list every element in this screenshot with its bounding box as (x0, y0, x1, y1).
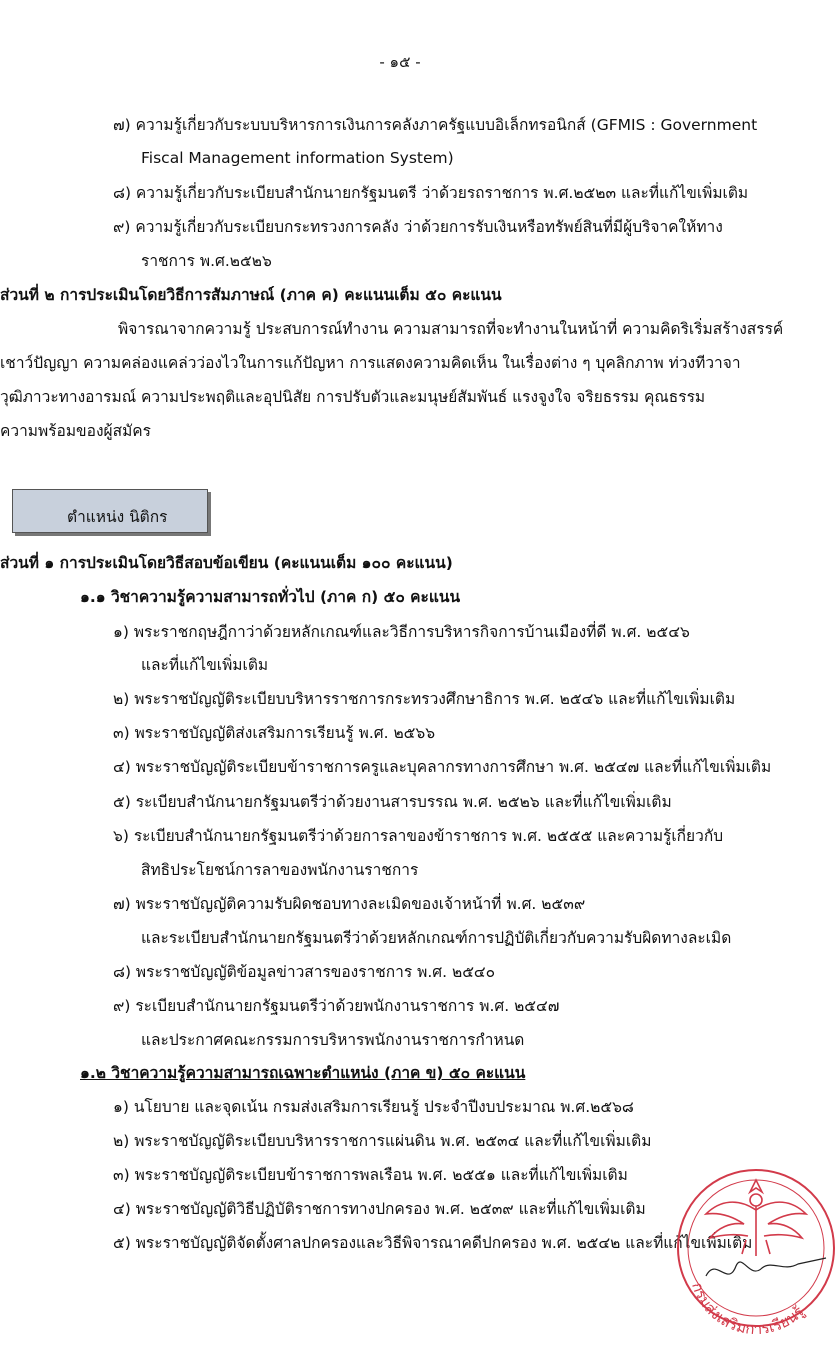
list-item: ๓) พระราชบัญญัติส่งเสริมการเรียนรู้ พ.ศ. ๒๕๖๖ (113, 724, 436, 742)
section-1-1-heading: ๑.๑ วิชาความรู้ความสามารถทั่วไป (ภาค ก) ๕๐ คะแนน (80, 588, 461, 606)
list-item: ๗) พระราชบัญญัติความรับผิดชอบทางละเมิดของเจ้าหน้าที่ พ.ศ. ๒๕๓๙ (113, 895, 586, 913)
list-item-cont: และประกาศคณะกรรมการบริหารพนักงานราชการกำหนด (141, 1031, 525, 1049)
list-item: ๔) พระราชบัญญัติวิธีปฏิบัติราชการทางปกครอง พ.ศ. ๒๕๓๙ และที่แก้ไขเพิ่มเติม (113, 1200, 646, 1218)
list-item: ๗) ความรู้เกี่ยวกับระบบบริหารการเงินการคลังภาครัฐแบบอิเล็กทรอนิกส์ (GFMIS : Government (113, 116, 758, 134)
official-seal-stamp (676, 1148, 836, 1343)
page-number: - ๑๕ - (379, 53, 421, 71)
position-header-box (12, 489, 208, 533)
list-item: ๕) ระเบียบสำนักนายกรัฐมนตรีว่าด้วยงานสารบรรณ พ.ศ. ๒๕๒๖ และที่แก้ไขเพิ่มเติม (113, 793, 672, 811)
part1-heading: ส่วนที่ ๑ การประเมินโดยวิธีสอบข้อเขียน (คะแนนเต็ม ๑๐๐ คะแนน) (0, 554, 453, 572)
list-item: ๘) พระราชบัญญัติข้อมูลข่าวสารของราชการ พ.ศ. ๒๕๔๐ (113, 963, 496, 981)
part2-heading: ส่วนที่ ๒ การประเมินโดยวิธีการสัมภาษณ์ (ภาค ค) คะแนนเต็ม ๕๐ คะแนน (0, 286, 502, 304)
list-item: ๒) พระราชบัญญัติระเบียบบริหารราชการกระทรวงศึกษาธิการ พ.ศ. ๒๕๔๖ และที่แก้ไขเพิ่มเติม (113, 690, 736, 708)
list-item: ๙) ความรู้เกี่ยวกับระเบียบกระทรวงการคลัง ว่าด้วยการรับเงินหรือทรัพย์สินที่มีผู้บริจาคให้ทาง (113, 218, 723, 236)
list-item: ๖) ระเบียบสำนักนายกรัฐมนตรีว่าด้วยการลาของข้าราชการ พ.ศ. ๒๕๕๕ และความรู้เกี่ยวกับ (113, 827, 724, 845)
paragraph-line: เชาว์ปัญญา ความคล่องแคล่วว่องไวในการแก้ปัญหา การแสดงความคิดเห็น ในเรื่องต่าง ๆ บุคลิกภาพ ท่วงทีวาจา (0, 354, 741, 372)
list-item: ๓) พระราชบัญญัติระเบียบข้าราชการพลเรือน พ.ศ. ๒๕๕๑ และที่แก้ไขเพิ่มเติม (113, 1166, 628, 1184)
list-item: ๒) พระราชบัญญัติระเบียบบริหารราชการแผ่นดิน พ.ศ. ๒๕๓๔ และที่แก้ไขเพิ่มเติม (113, 1132, 652, 1150)
list-item: ๑) นโยบาย และจุดเน้น กรมส่งเสริมการเรียนรู้ ประจำปีงบประมาณ พ.ศ.๒๕๖๘ (113, 1098, 634, 1116)
list-item: ๑) พระราชกฤษฎีกาว่าด้วยหลักเกณฑ์และวิธีการบริหารกิจการบ้านเมืองที่ดี พ.ศ. ๒๕๔๖ (113, 623, 690, 641)
list-item-cont: สิทธิประโยชน์การลาของพนักงานราชการ (141, 861, 419, 879)
list-item: ๔) พระราชบัญญัติระเบียบข้าราชการครูและบุคลากรทางการศึกษา พ.ศ. ๒๕๔๗ และที่แก้ไขเพิ่มเติม (113, 758, 772, 776)
list-item: ๕) พระราชบัญญัติจัดตั้งศาลปกครองและวิธีพิจารณาคดีปกครอง พ.ศ. ๒๕๔๒ และที่แก้ไขเพิ่มเติม (113, 1234, 753, 1252)
section-1-2-heading: ๑.๒ วิชาความรู้ความสามารถเฉพาะตำแหน่ง (ภาค ข) ๕๐ คะแนน (80, 1064, 526, 1082)
paragraph-line: ความพร้อมของผู้สมัคร (0, 422, 151, 440)
list-item: ๙) ระเบียบสำนักนายกรัฐมนตรีว่าด้วยพนักงานราชการ พ.ศ. ๒๕๔๗ (113, 997, 560, 1015)
list-item-cont: และที่แก้ไขเพิ่มเติม (141, 656, 269, 674)
list-item: ๘) ความรู้เกี่ยวกับระเบียบสำนักนายกรัฐมนตรี ว่าด้วยรถราชการ พ.ศ.๒๕๒๓ และที่แก้ไขเพิ่มเติม (113, 184, 749, 202)
list-item-cont: Fiscal Management information System) (141, 149, 454, 167)
list-item-cont: ราชการ พ.ศ.๒๕๒๖ (141, 252, 272, 270)
seal-text: กรมส่งเสริมการเรียนรู้ (688, 1280, 808, 1339)
list-item-cont: และระเบียบสำนักนายกรัฐมนตรีว่าด้วยหลักเกณฑ์การปฏิบัติเกี่ยวกับความรับผิดทางละเมิด (141, 929, 732, 947)
position-title: ตำแหน่ง นิติกร (67, 508, 168, 526)
paragraph-line: พิจารณาจากความรู้ ประสบการณ์ทำงาน ความสามารถที่จะทำงานในหน้าที่ ความคิดริเริ่มสร้างสรรค์ (118, 320, 784, 338)
paragraph-line: วุฒิภาวะทางอารมณ์ ความประพฤติและอุปนิสัย การปรับตัวและมนุษย์สัมพันธ์ แรงจูงใจ จริยธรรม คุณธรรม (0, 388, 706, 406)
svg-text:กรมส่งเสริมการเรียนรู้ (688, 1280, 808, 1338)
